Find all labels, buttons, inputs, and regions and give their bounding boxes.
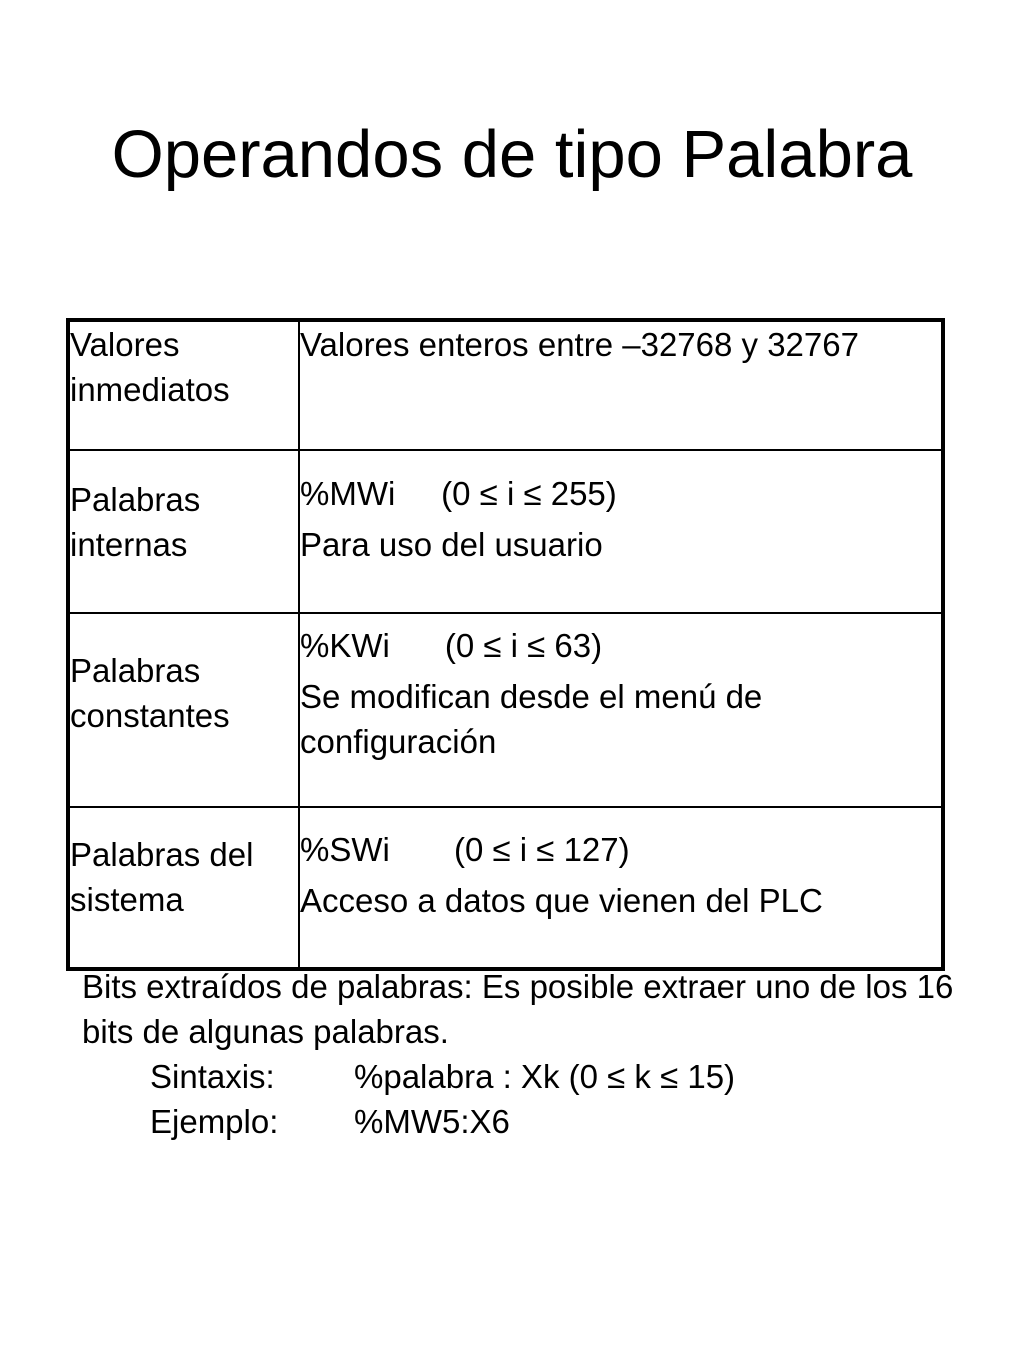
- row-description: Acceso a datos que vienen del PLC: [300, 882, 823, 919]
- row-description: Se modifican desde el menú de configuración: [300, 678, 763, 760]
- syntax-label: Sintaxis:: [150, 1058, 275, 1095]
- row-label: Palabras constantes: [68, 613, 299, 807]
- syntax-value: %palabra : Xk (0 ≤ k ≤ 15): [354, 1058, 736, 1095]
- example-value: %MW5:X6: [354, 1103, 510, 1140]
- row-label: Palabras internas: [68, 450, 299, 613]
- table-row: [68, 807, 943, 969]
- operand-table: [66, 318, 945, 971]
- example-label: Ejemplo:: [150, 1103, 279, 1140]
- syntax-row: [82, 1054, 962, 1099]
- row-description-cell: [299, 613, 943, 807]
- table-row: [68, 320, 943, 450]
- row-operand-code: %MWi (0 ≤ i ≤ 255): [300, 475, 617, 512]
- slide-title: Operandos de tipo Palabra: [111, 117, 913, 192]
- table-row: [68, 450, 943, 613]
- row-operand-code: %SWi (0 ≤ i ≤ 127): [300, 831, 630, 868]
- row-label: Valores inmediatos: [68, 320, 299, 450]
- row-description-cell: [299, 320, 943, 450]
- example-row: [82, 1099, 962, 1144]
- bit-extraction-intro: Bits extraídos de palabras: Es posible extraer uno de los 16 bits de algunas palabras.: [82, 968, 954, 1050]
- table-row: [68, 613, 943, 807]
- row-description-cell: [299, 450, 943, 613]
- row-description: Valores enteros entre –32768 y 32767: [300, 326, 859, 363]
- row-description: Para uso del usuario: [300, 526, 603, 563]
- bit-extraction-note: [82, 964, 962, 1144]
- row-label: Palabras del sistema: [68, 807, 299, 969]
- row-operand-code: %KWi (0 ≤ i ≤ 63): [300, 627, 603, 664]
- row-description-cell: [299, 807, 943, 969]
